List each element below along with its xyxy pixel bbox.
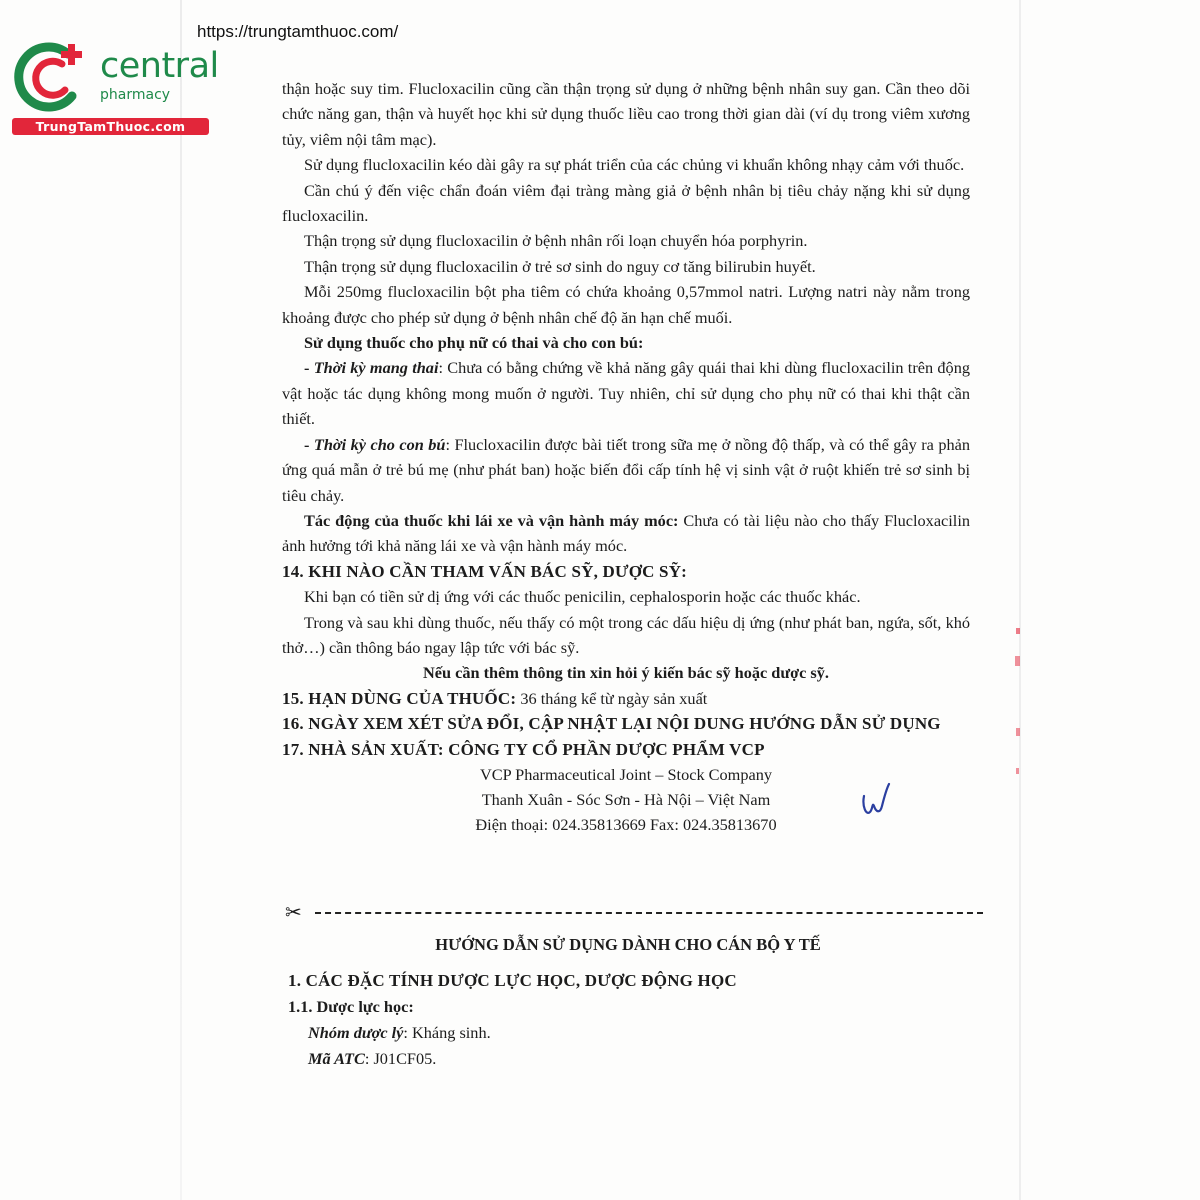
paragraph: Sử dụng flucloxacilin kéo dài gây ra sự phát triển của các chủng vi khuẩn không nhạy cảm với thuốc. — [304, 155, 965, 175]
driving-label: Tác động của thuốc khi lái xe và vận hành máy móc: — [304, 510, 679, 530]
drug-group-value: : Kháng sinh. — [403, 1023, 491, 1042]
leaflet-body — [282, 76, 970, 837]
manufacturer-name: VCP Pharmaceutical Joint – Stock Company — [480, 764, 772, 784]
scan-edge — [180, 0, 182, 1200]
logo-c-cross-icon — [12, 40, 92, 116]
logo-banner: TrungTamThuoc.com — [12, 118, 209, 135]
paragraph: Thận trọng sử dụng flucloxacilin ở trẻ sơ sinh do nguy cơ tăng bilirubin huyết. — [304, 256, 816, 276]
section-15-text: 36 tháng kể từ ngày sản xuất — [516, 688, 708, 708]
section-14-heading: 14. KHI NÀO CẦN THAM VẤN BÁC SỸ, DƯỢC SỸ: — [282, 561, 688, 581]
section-15-heading: 15. HẠN DÙNG CỦA THUỐC: — [282, 688, 517, 708]
section-1-1-heading: 1.1. Dược lực học: — [288, 997, 414, 1016]
manufacturer-phone: Điện thoại: 024.35813669 Fax: 024.35813670 — [475, 814, 777, 834]
paragraph: Cần chú ý đến việc chẩn đoán viêm đại tràng màng giả ở bệnh nhân bị tiêu chảy nặng khi sử dụng flucloxacilin. — [282, 180, 970, 226]
signature-mark-icon — [858, 782, 894, 822]
professional-title: HƯỚNG DẪN SỬ DỤNG DÀNH CHO CÁN BỘ Y TẾ — [435, 935, 821, 954]
paragraph-driving — [282, 508, 970, 559]
scissors-icon: ✂ — [285, 900, 302, 924]
paragraph: Khi bạn có tiền sử dị ứng với các thuốc penicilin, cephalosporin hoặc các thuốc khác. — [304, 587, 861, 607]
dash: - — [304, 358, 314, 378]
section-1-heading: 1. CÁC ĐẶC TÍNH DƯỢC LỰC HỌC, DƯỢC ĐỘNG HỌC — [288, 971, 737, 990]
central-pharmacy-logo — [12, 36, 219, 136]
paragraph-lactation — [282, 432, 970, 508]
dashed-divider — [315, 912, 983, 914]
atc-code — [288, 1046, 968, 1072]
section-17-heading: 17. NHÀ SẢN XUẤT: CÔNG TY CỔ PHẦN DƯỢC PHẨM VCP — [282, 739, 765, 759]
dash: - — [304, 434, 314, 454]
advice-line: Nếu cần thêm thông tin xin hỏi ý kiến bác sỹ hoặc dược sỹ. — [423, 663, 829, 683]
paragraph: Mỗi 250mg flucloxacilin bột pha tiêm có chứa khoảng 0,57mmol natri. Lượng natri này nằm trong khoảng được cho phép sử dụng ở bệnh nhân chế độ ăn hạn chế muối. — [282, 282, 970, 327]
scan-edge — [1019, 0, 1021, 1200]
watermark-url[interactable]: https://trungtamthuoc.com/ — [197, 22, 399, 41]
paragraph: thận hoặc suy tim. Flucloxacilin cũng cần thận trọng sử dụng ở những bệnh nhân suy gan. Cần theo dõi chức năng gan, thận và huyết học khi sử dụng thuốc liều cao trong thời gian dài (ví dụ trong viêm xương tủy, viêm nội tâm mạc). — [282, 79, 970, 149]
professional-section — [288, 932, 968, 1072]
section-16-heading: 16. NGÀY XEM XÉT SỬA ĐỔI, CẬP NHẬT LẠI NỘI DUNG HƯỚNG DẪN SỬ DỤNG — [282, 714, 941, 734]
paragraph: Thận trọng sử dụng flucloxacilin ở bệnh nhân rối loạn chuyển hóa porphyrin. — [304, 231, 808, 251]
manufacturer-address: Thanh Xuân - Sóc Sơn - Hà Nội – Việt Nam — [481, 789, 771, 809]
logo-brand-sub: pharmacy — [100, 87, 171, 103]
pregnancy-heading: Sử dụng thuốc cho phụ nữ có thai và cho con bú: — [304, 333, 644, 353]
pregnancy-label: Thời kỳ mang thai — [313, 358, 439, 378]
logo-brand-name: central — [100, 46, 219, 86]
pregnancy-text: : Chưa có bằng chứng về khả năng gây quái thai khi dùng flucloxacilin trên động vật hoặc tác dụng không mong muốn ở người. Tuy nhiên, chỉ sử dụng cho phụ nữ có thai khi thật cần thiết. — [282, 358, 970, 429]
lactation-label: Thời kỳ cho con bú — [313, 434, 446, 454]
drug-group — [288, 1020, 968, 1046]
cut-line — [285, 900, 985, 926]
paragraph: Trong và sau khi dùng thuốc, nếu thấy có một trong các dấu hiệu dị ứng (như phát ban, ngứa, sốt, khó thở…) cần thông báo ngay lập tức với bác sỹ. — [282, 612, 970, 657]
atc-label: Mã ATC — [308, 1049, 365, 1068]
paragraph-pregnancy — [282, 355, 970, 431]
drug-group-label: Nhóm dược lý — [308, 1023, 404, 1042]
section-15 — [282, 686, 970, 711]
scan-red-marks — [1014, 628, 1022, 778]
driving-text: Chưa có tài liệu nào cho thấy Flucloxacilin ảnh hưởng tới khả năng lái xe và vận hành máy móc. — [282, 510, 970, 556]
atc-value: : J01CF05. — [364, 1049, 437, 1068]
lactation-text: : Flucloxacilin được bài tiết trong sữa mẹ ở nồng độ thấp, và có thể gây ra phản ứng quá mẫn ở trẻ bú mẹ (như phát ban) hoặc biến đổi cấp tính hệ vị sinh vật ở ruột khiến trẻ sơ sinh bị tiêu chảy. — [282, 434, 971, 505]
